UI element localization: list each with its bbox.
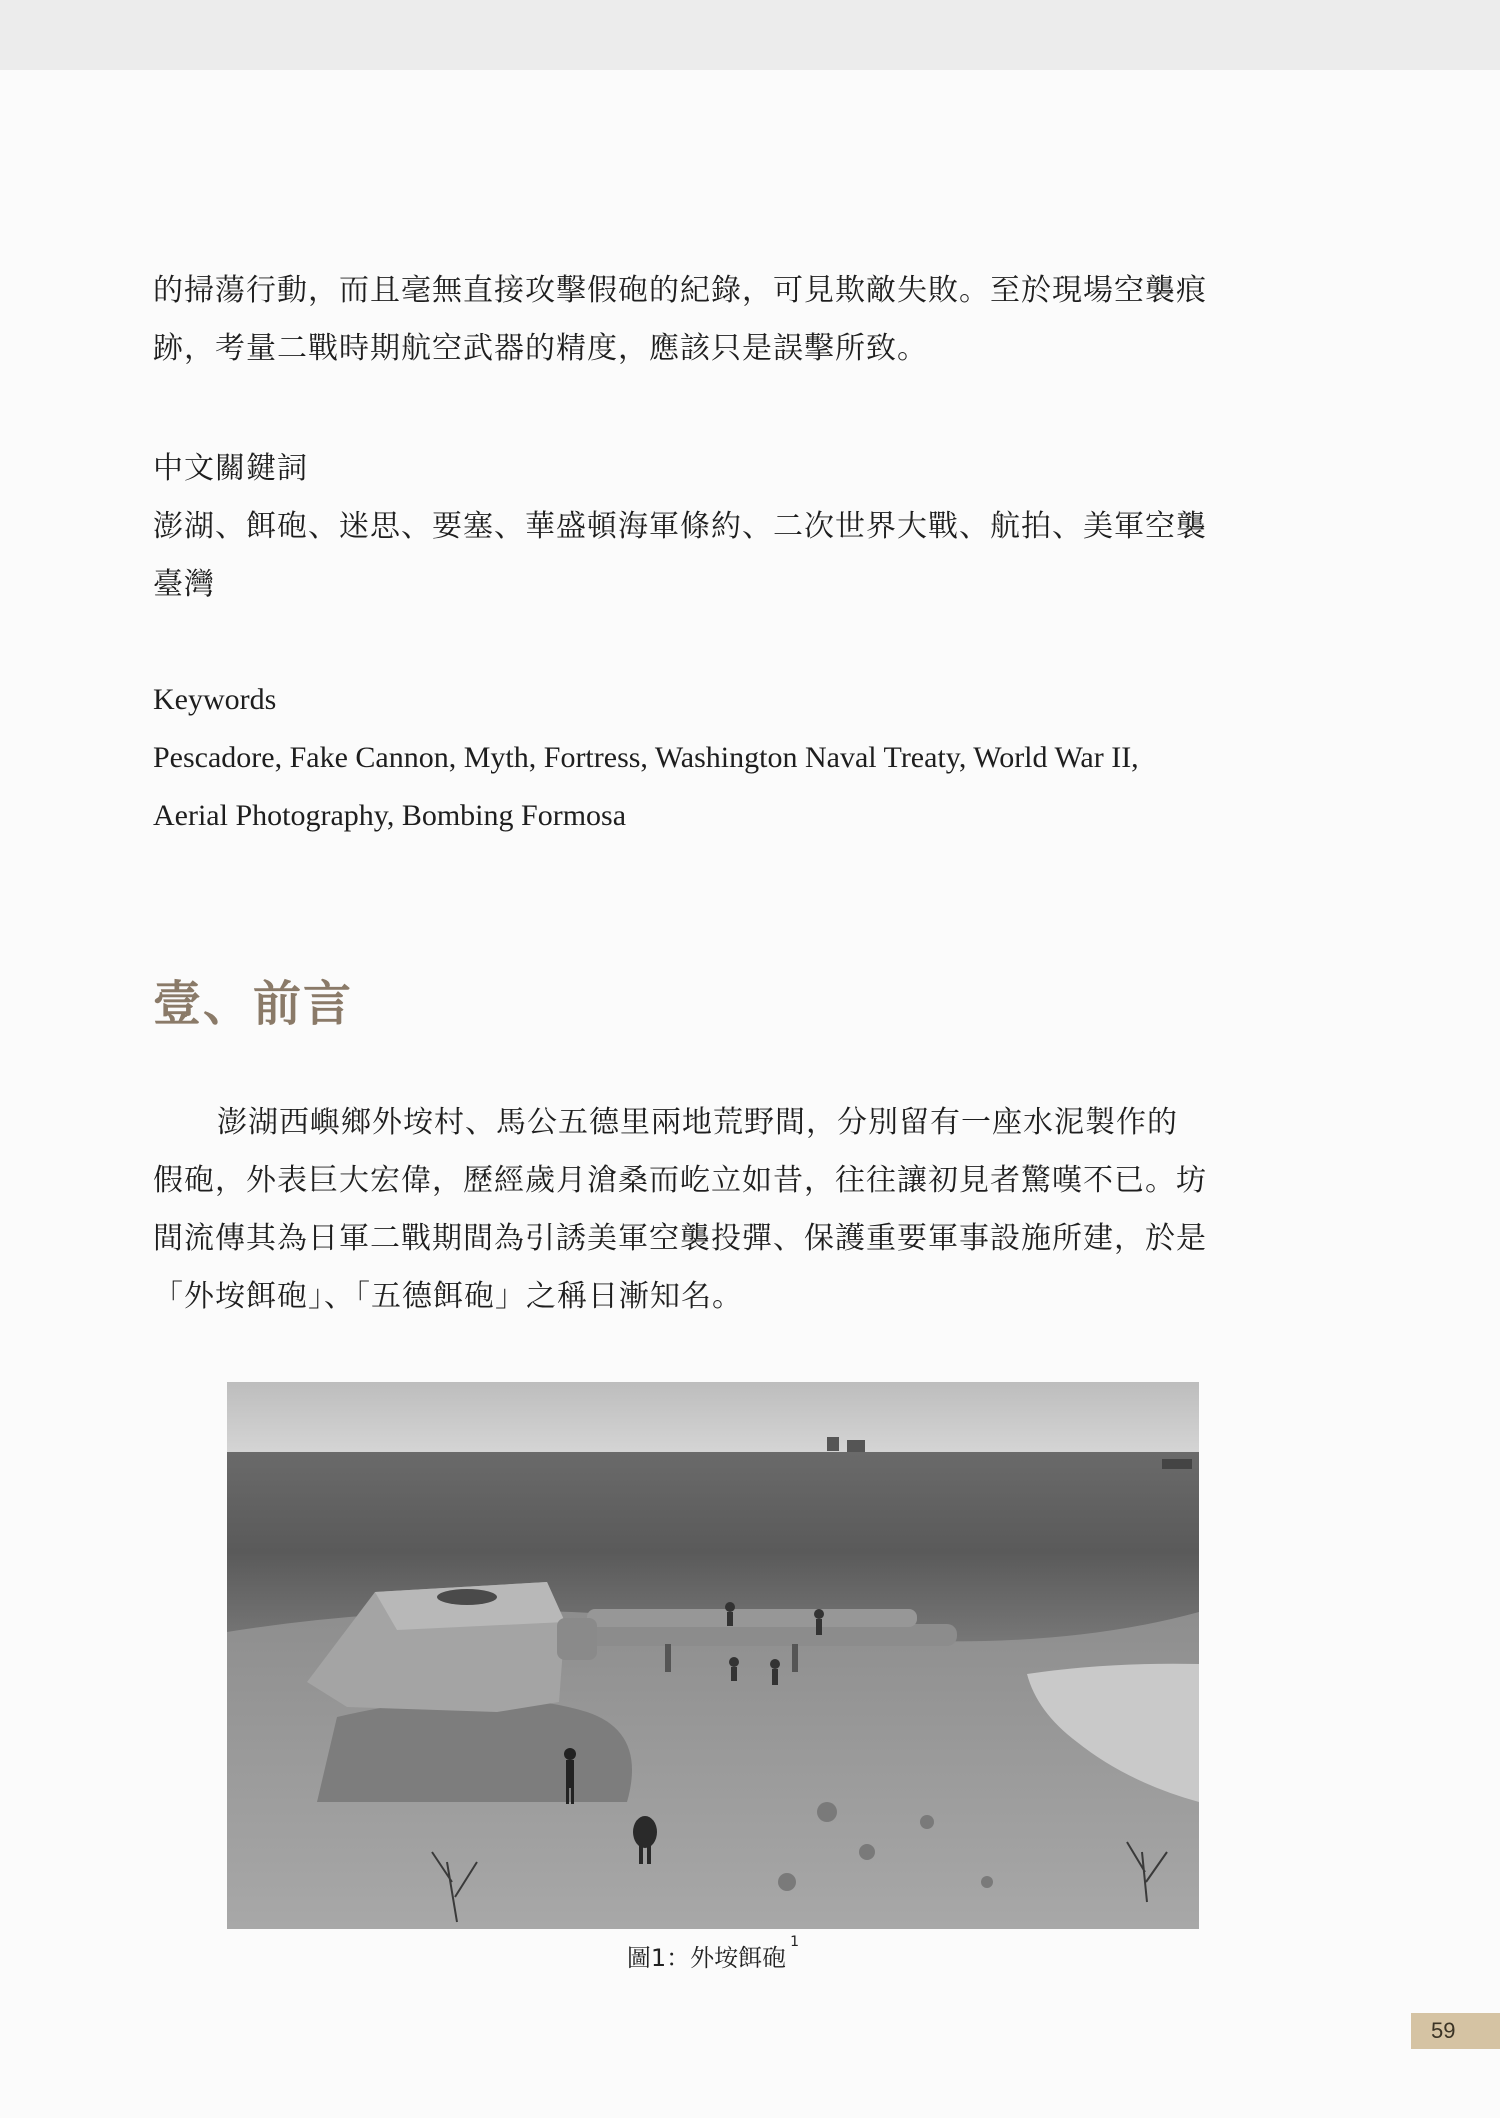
continuation-paragraph — [153, 262, 1273, 378]
keywords-zh-label: 中文關鍵詞 — [153, 451, 308, 486]
intro-line-4: 「外垵餌砲」、「五德餌砲」之稱日漸知名。 — [153, 1279, 743, 1314]
keywords-en-line-2: Aerial Photography, Bombing Formosa — [153, 799, 627, 832]
page-top-margin — [0, 0, 1500, 70]
keywords-zh-line-1: 澎湖、餌砲、迷思、要塞、華盛頓海軍條約、二次世界大戰、航拍、美軍空襲 — [153, 509, 1207, 544]
keywords-zh-block — [153, 440, 1273, 614]
intro-line-1: 澎湖西嶼鄉外垵村、馬公五德里兩地荒野間，分別留有一座水泥製作的 — [217, 1105, 1178, 1140]
figure-caption — [227, 1934, 1199, 1973]
footnote-marker[interactable]: 1 — [790, 1934, 800, 1950]
intro-line-3: 間流傳其為日軍二戰期間為引誘美軍空襲投彈、保護重要軍事設施所建，於是 — [153, 1221, 1207, 1256]
intro-paragraph — [153, 1094, 1273, 1326]
continuation-line-2: 跡，考量二戰時期航空武器的精度，應該只是誤擊所致。 — [153, 331, 928, 366]
continuation-line-1: 的掃蕩行動，而且毫無直接攻擊假砲的紀錄，可見欺敵失敗。至於現場空襲痕 — [153, 273, 1207, 308]
keywords-en-block — [153, 671, 1273, 845]
section-heading: 壹、前言 — [153, 976, 354, 1032]
keywords-en-label: Keywords — [153, 683, 277, 716]
intro-line-2: 假砲，外表巨大宏偉，歷經歲月滄桑而屹立如昔，往往讓初見者驚嘆不已。坊 — [153, 1163, 1207, 1198]
page-number: 59 — [1411, 2013, 1500, 2049]
keywords-zh-line-2: 臺灣 — [153, 567, 215, 602]
decoy-cannon-photo — [227, 1382, 1199, 1929]
keywords-en-line-1: Pescadore, Fake Cannon, Myth, Fortress, Washington Naval Treaty, World War II, — [153, 741, 1139, 774]
figure-caption-text: 圖1：外垵餌砲 — [626, 1944, 787, 1972]
